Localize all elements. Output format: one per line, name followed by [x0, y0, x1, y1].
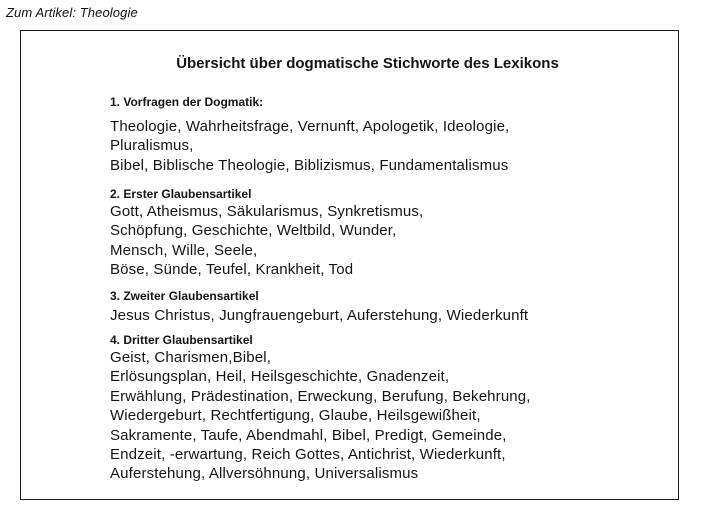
keyword-line: Schöpfung, Geschichte, Weltbild, Wunder,	[110, 222, 397, 240]
overview-title: Übersicht über dogmatische Stichworte des Lexikons	[176, 55, 559, 72]
keyword-line: Mensch, Wille, Seele,	[110, 241, 258, 259]
keyword-line: Wiedergeburt, Rechtfertigung, Glaube, Heilsgewißheit,	[110, 407, 481, 425]
keyword-line: Erwählung, Prädestination, Erweckung, Berufung, Bekehrung,	[110, 387, 531, 405]
keyword-list	[110, 117, 670, 175]
keyword-line: Erlösungsplan, Heil, Heilsgeschichte, Gnadenzeit,	[110, 368, 450, 386]
keyword-list	[110, 306, 670, 325]
keyword-line: Jesus Christus, Jungfrauengeburt, Auferstehung, Wiederkunft	[110, 307, 529, 324]
keyword-list	[110, 202, 670, 280]
section-heading: 3. Zweiter Glaubensartikel	[110, 289, 259, 303]
section-erster-glaubensartikel	[110, 187, 670, 280]
keyword-line: Sakramente, Taufe, Abendmahl, Bibel, Predigt, Gemeinde,	[110, 426, 507, 444]
section-heading: 4. Dritter Glaubensartikel	[110, 333, 253, 347]
keyword-line: Theologie, Wahrheitsfrage, Vernunft, Apologetik, Ideologie,	[110, 118, 510, 135]
section-dritter-glaubensartikel	[110, 333, 670, 484]
overview-box	[20, 30, 679, 500]
keyword-line: Geist, Charismen,Bibel,	[110, 349, 272, 366]
keyword-line: Pluralismus,	[110, 137, 194, 155]
keyword-line: Gott, Atheismus, Säkularismus, Synkretismus,	[110, 203, 424, 220]
keyword-list	[110, 348, 670, 484]
section-vorfragen	[110, 95, 670, 175]
keyword-line: Auferstehung, Allversöhnung, Universalismus	[110, 465, 419, 483]
article-caption: Zum Artikel: Theologie	[6, 5, 138, 20]
keyword-line: Böse, Sünde, Teufel, Krankheit, Tod	[110, 261, 354, 279]
keyword-line: Endzeit, -erwartung, Reich Gottes, Antichrist, Wiederkunft,	[110, 446, 506, 464]
keyword-line: Bibel, Biblische Theologie, Biblizismus, Fundamentalismus	[110, 156, 509, 174]
section-heading: 1. Vorfragen der Dogmatik:	[110, 95, 264, 109]
section-zweiter-glaubensartikel	[110, 289, 670, 325]
section-heading: 2. Erster Glaubensartikel	[110, 187, 252, 201]
